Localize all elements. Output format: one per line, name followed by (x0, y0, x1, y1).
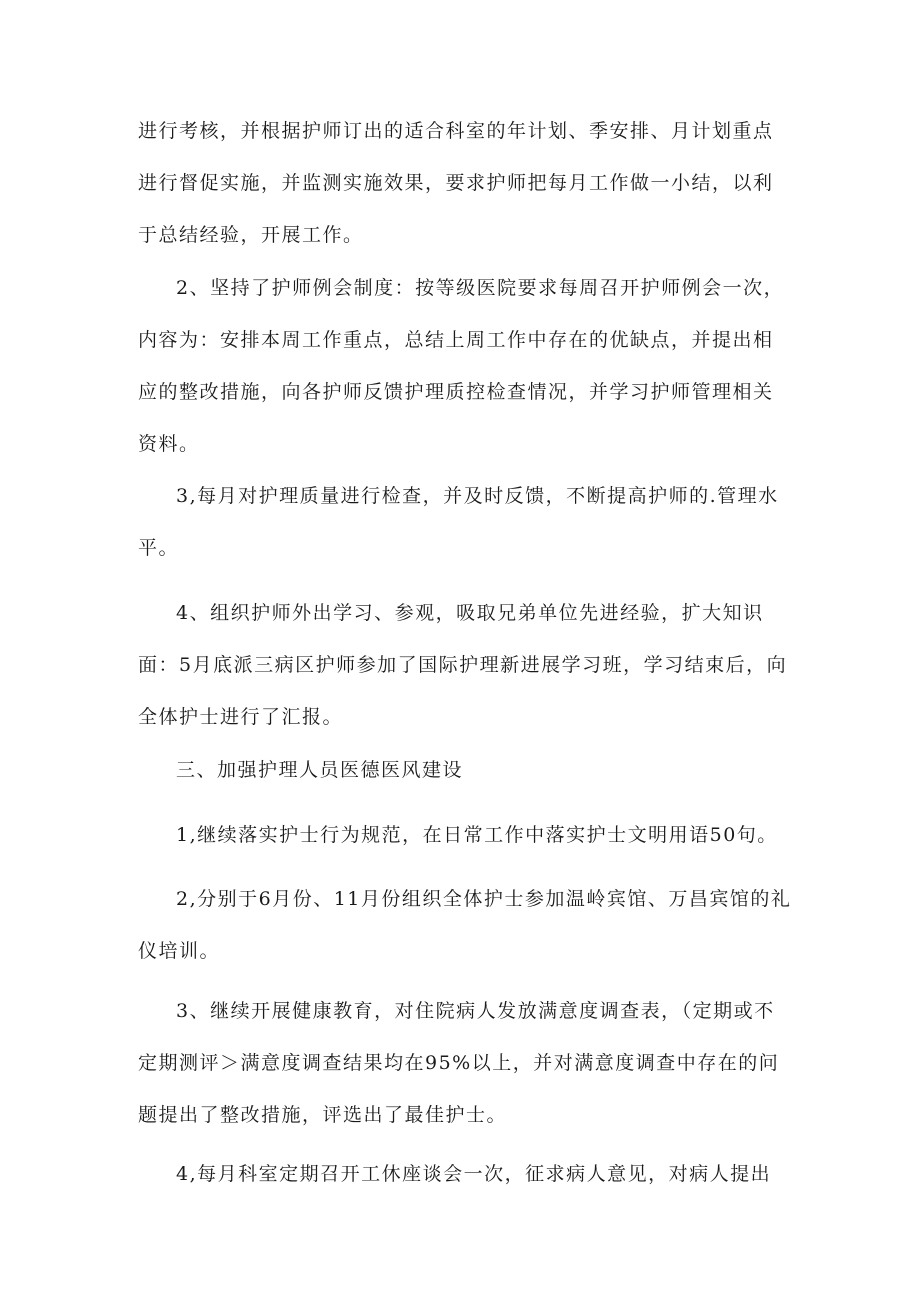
text-line: 进行督促实施，并监测实施效果，要求护师把每月工作做一小结，以利 (138, 172, 774, 194)
text-line: 定期测评＞满意度调查结果均在95%以上，并对满意度调查中存在的问 (138, 1052, 780, 1074)
text-line: 全体护士进行了汇报。 (138, 706, 344, 728)
text-line: 应的整改措施，向各护师反馈护理质控检查情况，并学习护师管理相关 (138, 381, 774, 403)
paragraph-4 (138, 587, 788, 743)
paragraph-7 (138, 873, 792, 977)
text-line: 题提出了整改措施，评选出了最佳护士。 (138, 1104, 508, 1126)
text-line: 4,每月科室定期召开工休座谈会一次，征求病人意见，对病人提出 (176, 1163, 772, 1185)
text-line: 内容为：安排本周工作重点，总结上周工作中存在的优缺点，并提出相 (138, 329, 774, 351)
text-line: 2、坚持了护师例会制度：按等级医院要求每周召开护师例会一次， (176, 277, 785, 299)
section-heading (138, 744, 788, 796)
paragraph-8 (138, 985, 788, 1141)
text-line: 1,继续落实护士行为规范，在日常工作中落实护士文明用语50句。 (176, 824, 778, 846)
text-line: 仪培训。 (138, 940, 221, 962)
text-line: 3,每月对护理质量进行检查，并及时反馈，不断提高护师的.管理水 (176, 485, 779, 507)
paragraph-3 (138, 470, 788, 574)
text-line: 平。 (138, 537, 180, 559)
text-line: 资料。 (138, 433, 200, 455)
text-line: 3、继续开展健康教育，对住院病人发放满意度调查表，（定期或不 (176, 1000, 775, 1022)
heading-line: 三、加强护理人员医德医风建设 (176, 759, 464, 781)
text-line: 进行考核，并根据护师订出的适合科室的年计划、季安排、月计划重点 (138, 120, 774, 142)
paragraph-9 (138, 1148, 788, 1200)
text-line: 于总结经验，开展工作。 (138, 224, 364, 246)
text-line: 2,分别于6月份、11月份组织全体护士参加温岭宾馆、万昌宾馆的礼 (176, 888, 792, 910)
text-line: 面：5月底派三病区护师参加了国际护理新进展学习班，学习结束后，向 (138, 654, 788, 676)
paragraph-1 (138, 105, 788, 261)
text-line: 4、组织护师外出学习、参观，吸取兄弟单位先进经验，扩大知识 (176, 602, 764, 624)
paragraph-6 (138, 809, 788, 861)
paragraph-2 (138, 262, 788, 470)
